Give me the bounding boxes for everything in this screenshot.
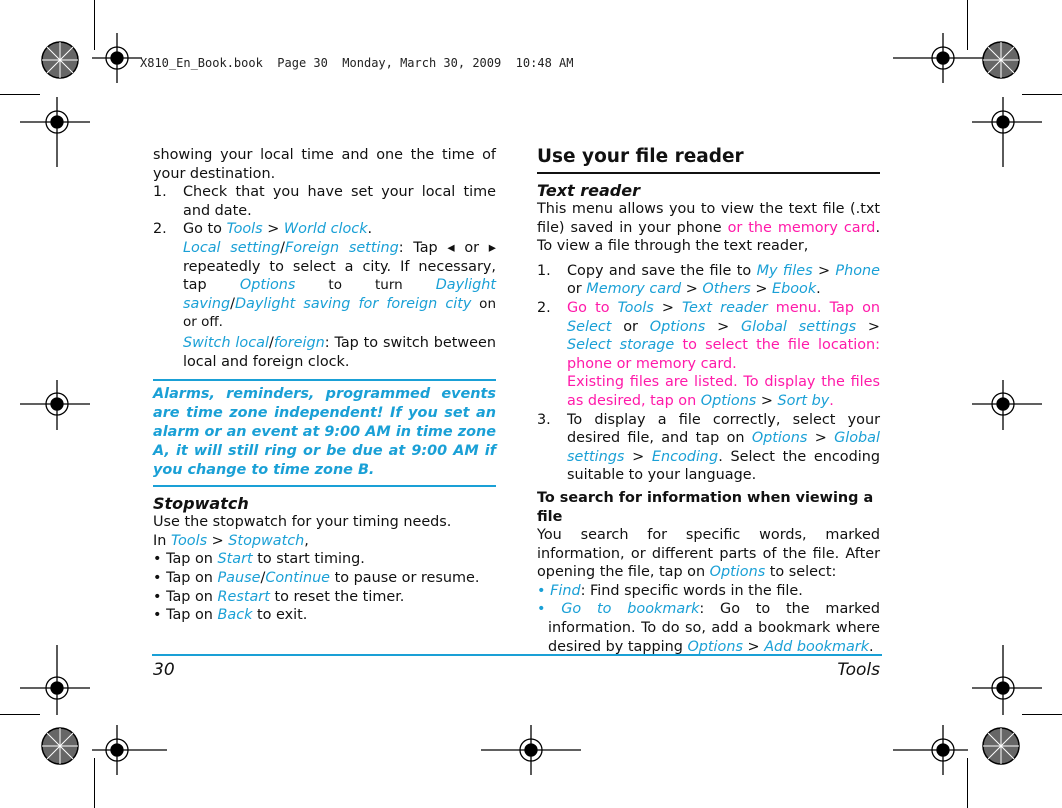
star-target-icon [42, 728, 78, 764]
right-arrow-icon: ▸ [488, 239, 496, 256]
star-target-icon [42, 42, 78, 78]
left-arrow-icon: ◂ [447, 239, 455, 256]
page-number: 30 [153, 660, 175, 680]
section-title: Use your file reader [537, 146, 880, 174]
star-target-icon [983, 42, 1019, 78]
crosshair-target-icon [20, 97, 90, 167]
crosshair-target-icon [92, 33, 142, 83]
right-column [537, 146, 880, 656]
step-3: 3. To display a file correctly, select your desired file, and tap on Options > Global settings > Encoding. Select the encoding suitable to your language. [537, 411, 880, 484]
crosshair-target-icon [972, 645, 1042, 715]
crosshair-target-icon [92, 725, 167, 775]
intro-text: showing your local time and one the time of your destination. [153, 147, 496, 182]
stopwatch-heading: Stopwatch [153, 494, 249, 514]
crosshair-target-icon [893, 725, 968, 775]
list-item: • Tap on Back to exit. [153, 607, 308, 624]
local-foreign-setting: Local setting/Foreign setting: Tap ◂ or ▸ repeatedly to select a city. If necessary, tap Options to turn Daylight saving/Daylight saving for foreign city on or off. [183, 239, 497, 331]
step-2: 2. Go to Tools > Text reader menu. Tap on Select or Options > Global settings > Select storage to select the file location: phone or memory card. [537, 299, 881, 372]
print-header: X810_En_Book.book Page 30 Monday, March 30, 2009 10:48 AM [140, 56, 574, 70]
time-zone-note: Alarms, reminders, programmed events are time zone independent! If you set an alarm or an event at 9:00 AM in time zone A, it will still ring or be due at 9:00 AM if you change to time zone B. [153, 379, 496, 487]
footer-divider [152, 654, 882, 656]
stopwatch-intro: Use the stopwatch for your timing needs. [153, 514, 452, 531]
switch-local-foreign: Switch local/foreign: Tap to switch between local and foreign clock. [183, 334, 496, 370]
text-reader-intro: This menu allows you to view the text file (.txt file) saved in your phone or the memory card. To view a file through the text reader, [537, 201, 881, 255]
search-intro: You search for specific words, marked information, or different parts of the file. After opening the file, tap on Options to select: [537, 527, 880, 581]
list-item: • Find: Find specific words in the file. [537, 582, 803, 599]
step-1: 1. Copy and save the file to My files > Phone or Memory card > Others > Ebook. [537, 262, 880, 298]
crosshair-target-icon [20, 645, 90, 715]
stopwatch-path: In Tools > Stopwatch, [153, 532, 309, 549]
search-heading: To search for information when viewing a file [537, 489, 874, 525]
list-item: • Tap on Pause/Continue to pause or resume. [153, 569, 480, 586]
list-item: • Go to bookmark: Go to the marked information. To do so, add a bookmark where desired by tapping Options > Add bookmark. [537, 601, 880, 655]
step-1: 1. Check that you have set your local time and date. [153, 184, 496, 219]
crosshair-target-icon [481, 725, 581, 775]
step-2: 2. Go to Tools > World clock. [153, 221, 373, 238]
crosshair-target-icon [893, 33, 993, 83]
list-item: • Tap on Restart to reset the timer. [153, 588, 405, 605]
crosshair-target-icon [972, 97, 1042, 167]
left-column [153, 146, 496, 625]
text-reader-heading: Text reader [537, 181, 640, 200]
crosshair-target-icon [20, 380, 90, 430]
star-target-icon [983, 728, 1019, 764]
step-2-continued: Existing files are listed. To display the files as desired, tap on Options > Sort by. [567, 374, 880, 409]
section-name: Tools [837, 660, 880, 680]
crosshair-target-icon [972, 380, 1042, 430]
list-item: • Tap on Start to start timing. [153, 551, 365, 568]
